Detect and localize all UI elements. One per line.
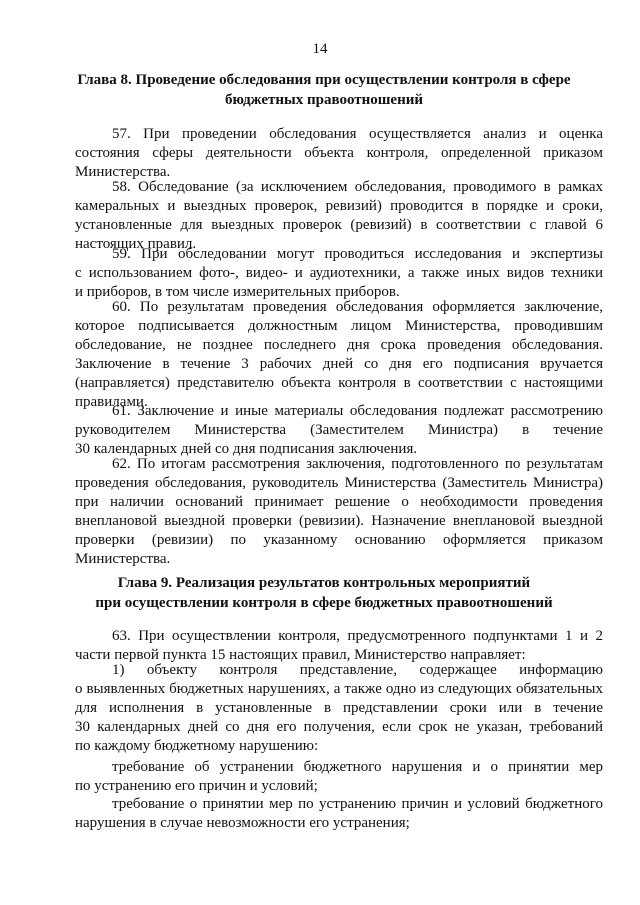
paragraph-line: о выявленных бюджетных нарушениях, а также одно из следующих обязательных [75,681,603,697]
paragraph-line: правилами. [75,394,148,410]
paragraph-line: Министерства. [75,551,171,567]
paragraph-line: для исполнения в установленные в представлении сроки или в течение [75,700,603,716]
requirement-1 [75,758,603,796]
paragraph-line: 63. При осуществлении контроля, предусмотренного подпунктами 1 и 2 [112,628,603,644]
paragraph-line: 30 календарных дней со дня подписания заключения. [75,441,418,457]
requirement-2 [75,795,603,833]
chapter-9-heading [60,573,588,613]
paragraph-line: 1) объекту контроля представление, содержащее информацию [112,662,603,678]
paragraph-line: части первой пункта 15 настоящих правил, Министерство направляет: [75,647,526,663]
paragraph-line: требование об устранении бюджетного нарушения и о принятии мер [112,759,603,775]
paragraph-line: 59. При обследовании могут проводиться исследования и экспертизы [112,246,603,262]
paragraph-line: 30 календарных дней со дня его получения, если срок не указан, требований [75,719,603,735]
heading-line: при осуществлении контроля в сфере бюджетных правоотношений [95,595,553,611]
heading-line: Глава 8. Проведение обследования при осуществлении контроля в сфере [77,72,571,88]
paragraph-line: состояния сферы деятельности объекта контроля, определенной приказом [75,145,603,161]
paragraph-58 [75,178,603,254]
paragraph-line: нарушения в случае невозможности его устранения; [75,815,410,831]
paragraph-line: 60. По результатам проведения обследования оформляется заключение, [112,299,603,315]
page-number: 14 [312,41,328,57]
paragraph-line: 62. По итогам рассмотрения заключения, подготовленного по результатам [112,456,603,472]
list-item-1 [75,661,603,756]
paragraph-59 [75,245,603,302]
paragraph-57 [75,125,603,182]
paragraph-line: 57. При проведении обследования осуществляется анализ и оценка [112,126,603,142]
paragraph-line: (направляется) представителю объекта контроля в соответствии с настоящими [75,375,603,391]
paragraph-62 [75,455,603,569]
paragraph-line: требование о принятии мер по устранению причин и условий бюджетного [112,796,603,812]
paragraph-line: проведения обследования, руководитель Министерства (Заместитель Министра) [75,475,603,491]
paragraph-60 [75,298,603,412]
paragraph-line: камеральных и выездных проверок, ревизий) проводится в порядке и сроки, [75,198,603,214]
paragraph-line: с использованием фото-, видео- и аудиотехники, а также иных видов техники [75,265,603,281]
paragraph-line: Заключение в течение 3 рабочих дней со дня его подписания вручается [75,356,603,372]
paragraph-61 [75,402,603,459]
paragraph-line: которое подписывается должностным лицом Министерства, проводившим [75,318,603,334]
paragraph-line: при наличии оснований принимает решение о необходимости проведения [75,494,603,510]
paragraph-line: по устранению его причин и условий; [75,778,318,794]
paragraph-63 [75,627,603,665]
heading-line: Глава 9. Реализация результатов контрольных мероприятий [117,575,531,591]
paragraph-line: Министерства. [75,164,171,180]
paragraph-line: внеплановой выездной проверки (ревизии). Назначение внеплановой выездной [75,513,603,529]
paragraph-line: и приборов, в том числе измерительных приборов. [75,284,400,300]
paragraph-line: 61. Заключение и иные материалы обследования подлежат рассмотрению [112,403,603,419]
chapter-8-heading [60,70,588,110]
paragraph-line: проверки (ревизии) по указанному основанию оформляется приказом [75,532,603,548]
paragraph-line: установленные для выездных проверок (ревизий) в соответствии с главой 6 [75,217,603,233]
paragraph-line: по каждому бюджетному нарушению: [75,738,319,754]
heading-line: бюджетных правоотношений [224,92,424,108]
paragraph-line: 58. Обследование (за исключением обследования, проводимого в рамках [112,179,603,195]
paragraph-line: настоящих правил. [75,236,197,252]
paragraph-line: обследование, не позднее последнего дня срока проведения обследования. [75,337,603,353]
paragraph-line: руководителем Министерства (Заместителем Министра) в течение [75,422,603,438]
